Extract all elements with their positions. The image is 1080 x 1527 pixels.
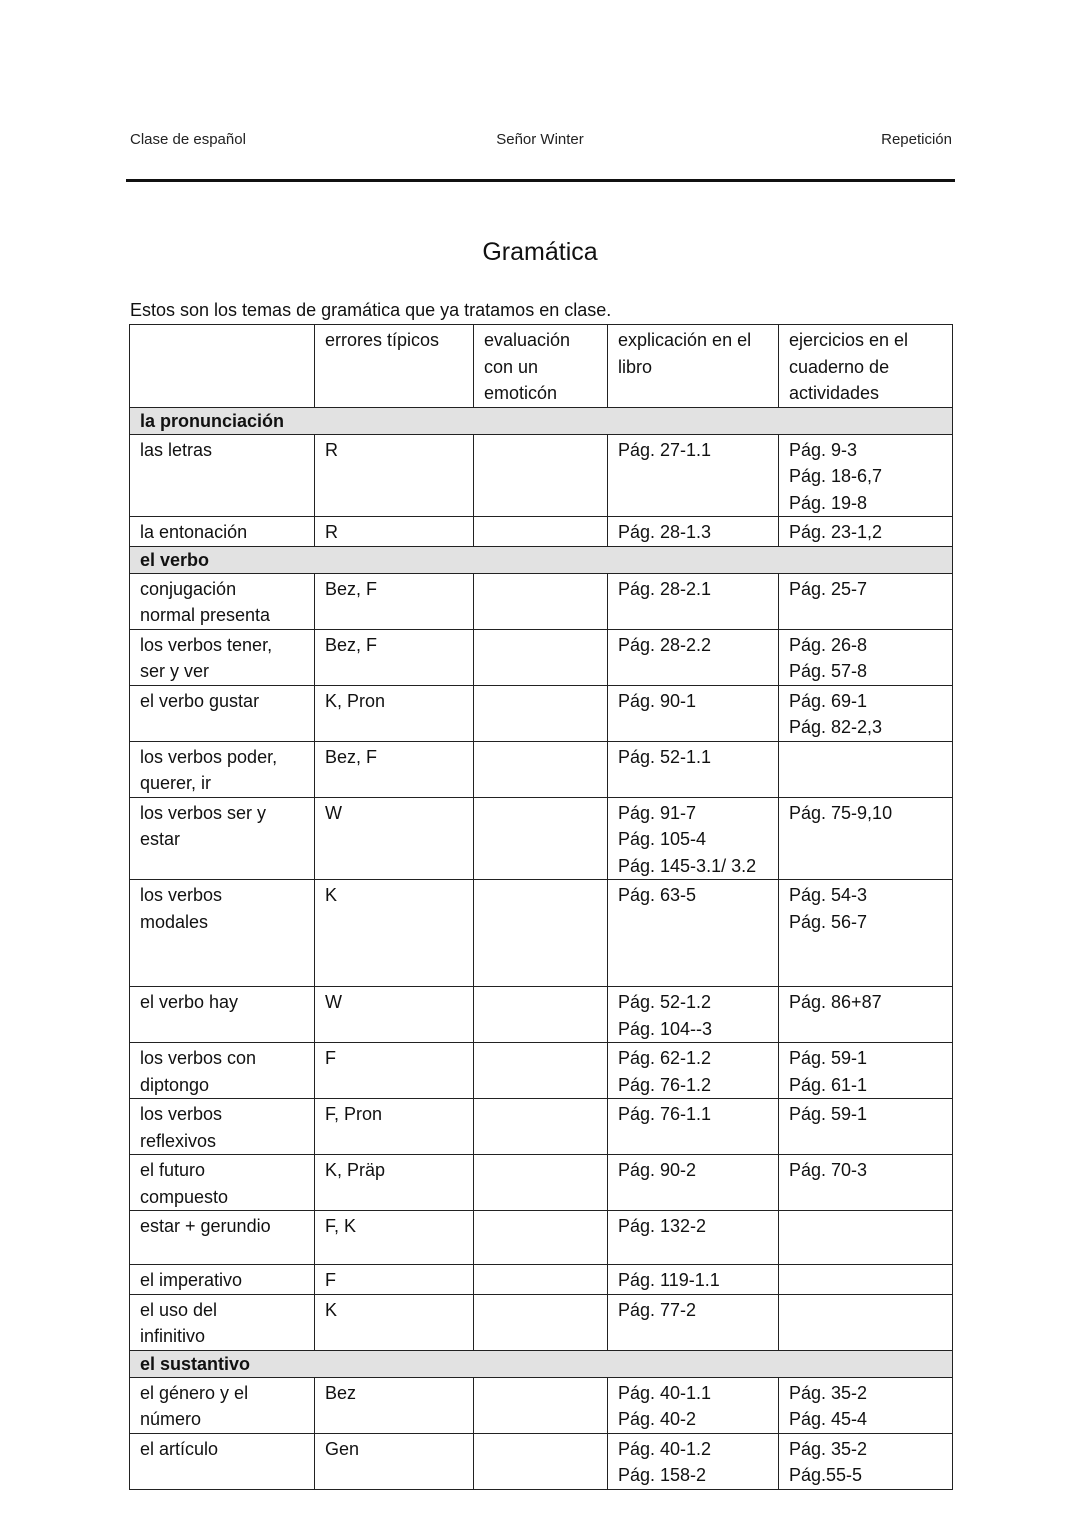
book-cell [608,1043,779,1099]
cell-line: Pág. 158-2 [618,1465,707,1485]
cell-line: Pág. 27-1.1 [618,439,712,460]
cell-line: estar + gerundio [140,1216,271,1236]
cell-line: Pág. 40-2 [618,1409,697,1429]
cell-line: modales [140,911,209,932]
emoticon-cell[interactable] [474,629,608,685]
cell-line: normal presenta [140,605,271,625]
cell-line: el verbo gustar [140,690,260,711]
table-row [130,797,953,880]
table-row [130,434,953,517]
book-cell [608,880,779,987]
cell-line: Pág. 104--3 [618,1018,713,1039]
errors-cell: W [315,987,474,1043]
cell-line: las letras [140,439,213,460]
table-row [130,517,953,547]
cell-line: Pág. 61-1 [789,1074,868,1095]
errors-cell: Bez, F [315,573,474,629]
exercises-cell [779,1043,953,1099]
table-row [130,1265,953,1295]
cell-line: Pág. 23-1,2 [789,522,883,542]
cell-line: Pág. 90-2 [618,1160,697,1180]
cell-line: Pág. 132-2 [618,1216,707,1236]
errors-cell: R [315,434,474,517]
topic-cell [130,1265,315,1295]
section-title: la pronunciación [130,407,953,434]
topic-cell [130,434,315,517]
cell-line: Pág. 76-1.2 [618,1074,712,1095]
cell-line: Pág. 19-8 [789,492,868,513]
exercises-cell [779,1265,953,1295]
cell-line: cuaderno de [789,356,890,377]
cell-line: los verbos [140,1104,223,1124]
errors-cell: Bez, F [315,629,474,685]
cell-line: ejercicios en el [789,330,909,350]
cell-line: la entonación [140,522,248,542]
emoticon-cell[interactable] [474,1099,608,1155]
errors-cell: Bez [315,1377,474,1433]
exercises-cell [779,987,953,1043]
table-row [130,1155,953,1211]
cell-line: Pág. 63-5 [618,885,697,905]
cell-line: Pág. 59-1 [789,1048,868,1068]
cell-line: Pág. 28-2.2 [618,634,712,655]
errors-cell: R [315,517,474,547]
table-row [130,1211,953,1265]
cell-line: Pág. 57-8 [789,661,868,681]
emoticon-cell[interactable] [474,797,608,880]
emoticon-cell[interactable] [474,517,608,547]
cell-line: Pág. 62-1.2 [618,1048,712,1068]
cell-line: Pág. 28-1.3 [618,522,712,542]
exercises-cell [779,573,953,629]
intro-text: Estos son los temas de gramática que ya tratamos en clase. [130,300,612,320]
topic-cell [130,880,315,987]
cell-line: Pág. 86+87 [789,992,882,1012]
emoticon-cell[interactable] [474,685,608,741]
cell-line: Pág. 105-4 [618,829,707,849]
cell-line: Pág. 35-2 [789,1382,868,1403]
errors-cell: K, Pron [315,685,474,741]
exercises-cell [779,1099,953,1155]
cell-line: compuesto [140,1186,229,1207]
cell-line: evaluación [484,330,571,350]
cell-line: Pág. 35-2 [789,1438,868,1459]
topic-cell [130,1377,315,1433]
cell-line: Pág. 82-2,3 [789,717,883,737]
column-header-book [608,325,779,408]
cell-line: con un [484,356,539,377]
table-row [130,741,953,797]
cell-line: Pág. 77-2 [618,1299,697,1320]
cell-line: el verbo hay [140,992,239,1012]
cell-line: Pág. 90-1 [618,690,697,711]
emoticon-cell[interactable] [474,1155,608,1211]
emoticon-cell[interactable] [474,987,608,1043]
cell-line: Pág.55-5 [789,1465,863,1485]
document-type: Repetición [881,131,952,148]
cell-line: errores típicos [325,330,440,350]
exercises-cell [779,797,953,880]
cell-line: los verbos poder, [140,746,278,767]
cell-line: emoticón [484,383,558,403]
topic-cell [130,987,315,1043]
cell-line: Pág. 91-7 [618,802,697,823]
header-divider [126,179,955,182]
exercises-cell [779,434,953,517]
book-cell [608,573,779,629]
exercises-cell [779,741,953,797]
exercises-cell [779,1294,953,1350]
section-title: el sustantivo [130,1350,953,1377]
cell-line: Pág. 75-9,10 [789,802,893,823]
section-row [130,546,953,573]
emoticon-cell[interactable] [474,1211,608,1265]
cell-line: Pág. 56-7 [789,911,868,932]
book-cell [608,434,779,517]
topic-cell [130,741,315,797]
topic-cell [130,629,315,685]
table-row [130,1433,953,1489]
cell-line: infinitivo [140,1326,206,1346]
book-cell [608,1265,779,1295]
book-cell [608,1294,779,1350]
cell-line: conjugación [140,578,237,599]
exercises-cell [779,685,953,741]
exercises-cell [779,1377,953,1433]
cell-line: Pág. 70-3 [789,1160,868,1180]
errors-cell: F [315,1043,474,1099]
cell-line: Pág. 26-8 [789,634,868,655]
topic-cell [130,1155,315,1211]
cell-line: los verbos [140,885,223,905]
errors-cell: F, K [315,1211,474,1265]
emoticon-cell[interactable] [474,741,608,797]
cell-line: los verbos con [140,1048,257,1068]
cell-line: el género y el [140,1382,249,1403]
cell-line: Pág. 40-1.2 [618,1438,712,1459]
table-row [130,880,953,987]
column-header-errors [315,325,474,408]
errors-cell: W [315,797,474,880]
topic-cell [130,685,315,741]
errors-cell: K [315,1294,474,1350]
cell-line: Pág. 45-4 [789,1409,868,1429]
cell-line: Pág. 28-2.1 [618,578,712,599]
topic-cell [130,1433,315,1489]
book-cell [608,741,779,797]
cell-line: estar [140,829,181,849]
book-cell [608,685,779,741]
cell-line: el imperativo [140,1270,243,1290]
book-cell [608,629,779,685]
cell-line: Pág. 76-1.1 [618,1104,712,1124]
page-title: Gramática [482,238,598,266]
table-row [130,1294,953,1350]
teacher-name: Señor Winter [496,131,584,148]
errors-cell: Gen [315,1433,474,1489]
cell-line: Pág. 52-1.2 [618,992,712,1012]
book-cell [608,1377,779,1433]
exercises-cell [779,880,953,987]
book-cell [608,1211,779,1265]
cell-line: Pág. 59-1 [789,1104,868,1124]
course-name: Clase de español [130,131,246,148]
topic-cell [130,797,315,880]
topic-cell [130,1043,315,1099]
book-cell [608,1155,779,1211]
cell-line: Pág. 145-3.1/ 3.2 [618,855,757,876]
errors-cell: F [315,1265,474,1295]
topic-cell [130,1211,315,1265]
exercises-cell [779,1155,953,1211]
cell-line: ser y ver [140,661,210,681]
emoticon-cell[interactable] [474,1294,608,1350]
cell-line: los verbos ser y [140,802,267,823]
column-header-topic [130,325,315,408]
emoticon-cell[interactable] [474,573,608,629]
table-row [130,685,953,741]
book-cell [608,987,779,1043]
book-cell [608,1099,779,1155]
cell-line: Pág. 119-1.1 [618,1270,720,1290]
cell-line: el futuro [140,1160,206,1180]
exercises-cell [779,629,953,685]
topic-cell [130,1099,315,1155]
cell-line: diptongo [140,1074,210,1095]
cell-line: explicación en el [618,330,752,350]
emoticon-cell[interactable] [474,880,608,987]
cell-line: querer, ir [140,773,212,793]
cell-line: reflexivos [140,1130,217,1151]
exercises-cell [779,1211,953,1265]
emoticon-cell[interactable] [474,1043,608,1099]
cell-line: Pág. 69-1 [789,690,868,711]
table-row [130,629,953,685]
table-header-row [130,325,953,408]
errors-cell: F, Pron [315,1099,474,1155]
emoticon-cell[interactable] [474,434,608,517]
table-row [130,573,953,629]
topic-cell [130,573,315,629]
table-row [130,987,953,1043]
cell-line: Pág. 40-1.1 [618,1382,712,1403]
emoticon-cell[interactable] [474,1265,608,1295]
cell-line: Pág. 52-1.1 [618,746,712,767]
cell-line: Pág. 9-3 [789,439,858,460]
table-row [130,1099,953,1155]
exercises-cell [779,517,953,547]
cell-line: número [140,1409,202,1429]
cell-line: el uso del [140,1299,218,1320]
cell-line: el artículo [140,1438,219,1459]
cell-line: los verbos tener, [140,634,273,655]
column-header-emoticon [474,325,608,408]
grammar-table [129,324,953,1490]
cell-line: Pág. 25-7 [789,578,868,599]
section-title: el verbo [130,546,953,573]
cell-line: actividades [789,383,880,403]
book-cell [608,1433,779,1489]
section-row [130,407,953,434]
emoticon-cell[interactable] [474,1377,608,1433]
book-cell [608,797,779,880]
emoticon-cell[interactable] [474,1433,608,1489]
errors-cell: K, Präp [315,1155,474,1211]
column-header-exercises [779,325,953,408]
table-row [130,1043,953,1099]
cell-line: Pág. 18-6,7 [789,466,883,486]
errors-cell: K [315,880,474,987]
table-row [130,1377,953,1433]
errors-cell: Bez, F [315,741,474,797]
cell-line: Pág. 54-3 [789,885,868,905]
cell-line: libro [618,356,653,377]
book-cell [608,517,779,547]
exercises-cell [779,1433,953,1489]
topic-cell [130,1294,315,1350]
topic-cell [130,517,315,547]
section-row [130,1350,953,1377]
